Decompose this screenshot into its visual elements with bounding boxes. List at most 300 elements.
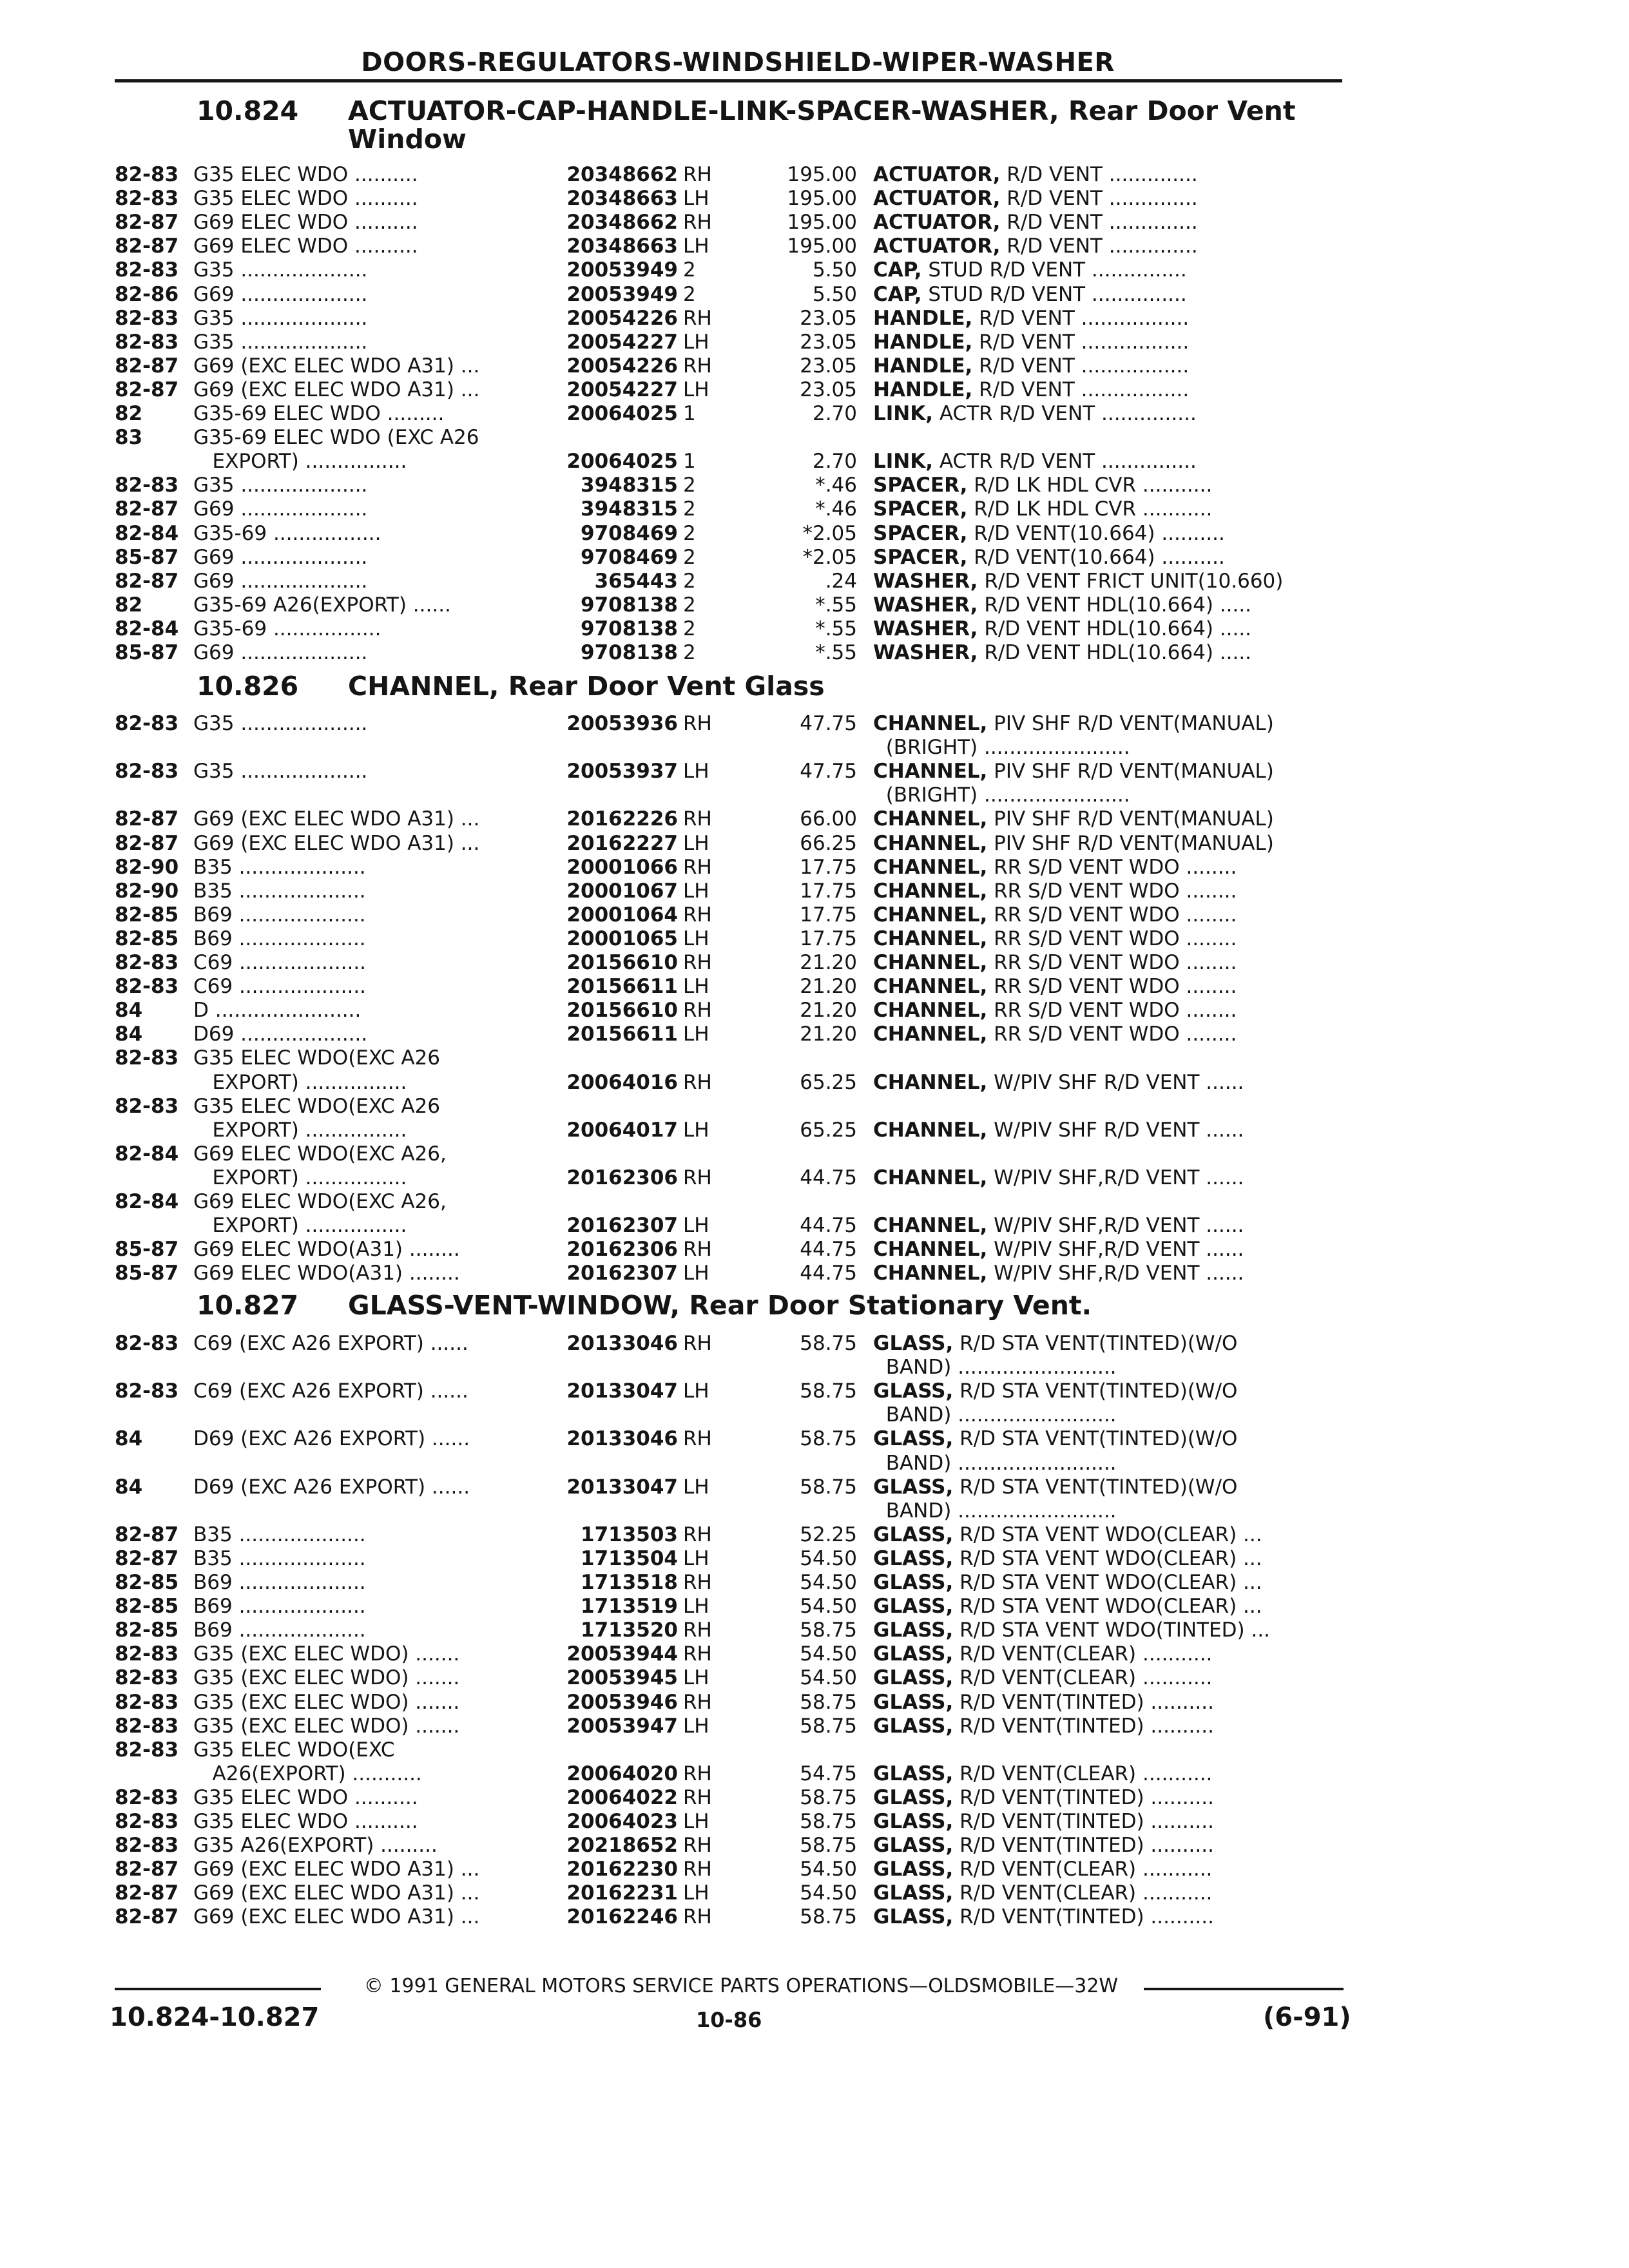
part-number: 20064020 [566,1762,678,1785]
quantity: RH [683,1332,712,1355]
part-detail: ACTR R/D VENT ............... [933,450,1197,474]
section-number: 10.824 [197,95,299,126]
part-detail: ACTR R/D VENT ............... [933,402,1197,425]
parts-row [0,1403,1629,1427]
parts-row [0,402,1629,426]
part-description [873,1642,1350,1666]
part-description [873,1427,1350,1451]
quantity: RH [683,1690,712,1714]
price: 17.75 [800,879,857,903]
year-range: 85-87 [115,641,179,664]
part-number: 1713519 [581,1595,678,1619]
part-description [873,1810,1350,1834]
parts-row [0,593,1629,617]
year-range: 82-83 [115,1714,179,1738]
parts-row [0,1427,1629,1451]
quantity: LH [683,1810,709,1833]
part-description [873,951,1350,975]
year-range: 82-87 [115,1523,179,1546]
part-detail: R/D VENT(CLEAR) ........... [953,1762,1213,1785]
quantity: RH [683,1905,712,1929]
part-description [873,736,1350,760]
part-name: GLASS, [873,1834,954,1858]
parts-row [0,1715,1629,1738]
part-number: 3948315 [581,497,678,521]
parts-row [0,760,1629,783]
model-spec: G69 .................... [193,641,368,664]
model-spec: G69 (EXC ELEC WDO A31) ... [193,807,480,831]
year-range: 82-83 [115,1332,179,1355]
parts-row [0,1214,1629,1238]
part-description [873,760,1350,783]
part-number: 20162230 [566,1858,678,1881]
parts-row [0,354,1629,378]
model-spec: G35 A26(EXPORT) ......... [193,1834,438,1858]
parts-row [0,1332,1629,1356]
model-spec: C69 .................... [193,975,367,999]
part-name: LINK, [873,450,934,474]
part-number: 20348662 [566,211,678,235]
part-name: HANDLE, [873,306,973,330]
quantity: 2 [683,569,696,593]
part-detail: R/D VENT HDL(10.664) ..... [978,617,1252,640]
part-number: 20348663 [566,187,678,211]
part-name: GLASS, [873,1546,954,1570]
part-name: WASHER, [873,617,978,640]
part-detail: R/D VENT(CLEAR) ........... [953,1881,1213,1905]
parts-row [0,522,1629,546]
model-spec: B35 .................... [193,1523,366,1546]
year-range: 82-83 [115,1810,179,1833]
year-range: 82-83 [115,1642,179,1666]
model-spec: G35 (EXC ELEC WDO) ....... [193,1714,460,1738]
year-range: 83 [115,426,143,450]
part-description [873,1691,1350,1715]
model-spec: G35 .................... [193,330,368,354]
year-range: 82-83 [115,1666,179,1690]
year-range: 82-83 [115,1690,179,1714]
part-description [873,1571,1350,1595]
part-number: 20156611 [566,1023,678,1046]
year-range: 82-83 [115,1046,179,1070]
quantity: LH [683,1546,709,1570]
quantity: 1 [683,450,696,474]
part-number: 20053944 [566,1642,678,1666]
price: *.46 [815,497,857,521]
part-detail: PIV SHF R/D VENT(MANUAL) [987,712,1274,735]
part-description [873,1238,1350,1262]
year-range: 82-83 [115,306,179,330]
quantity: RH [683,712,712,735]
quantity: RH [683,163,712,186]
part-name: GLASS, [873,1905,954,1929]
part-description [873,927,1350,951]
part-number: 20054226 [566,354,678,378]
price: 58.75 [800,1379,857,1403]
part-name: CAP, [873,258,922,282]
part-number: 20162307 [566,1262,678,1285]
part-description [873,1452,1350,1475]
part-number: 20001065 [566,927,678,950]
parts-row [0,497,1629,521]
parts-row [0,1190,1629,1214]
part-description [873,187,1350,211]
part-detail: PIV SHF R/D VENT(MANUAL) [987,760,1274,783]
quantity: 2 [683,258,696,282]
price: 58.75 [800,1810,857,1833]
quantity: 2 [683,545,696,569]
year-range: 82-83 [115,760,179,783]
quantity: RH [683,1619,712,1642]
part-description [873,1666,1350,1690]
part-detail: (BRIGHT) ....................... [873,736,1130,760]
part-number: 20156610 [566,999,678,1023]
price: 54.50 [800,1642,857,1666]
model-spec: G35 .................... [193,474,368,497]
part-description [873,1071,1350,1095]
part-detail: W/PIV SHF R/D VENT ...... [987,1070,1244,1094]
part-detail: R/D STA VENT(TINTED)(W/O [953,1475,1238,1499]
part-detail: R/D STA VENT WDO(CLEAR) ... [953,1595,1262,1619]
part-name: GLASS, [873,1475,954,1499]
parts-row [0,1905,1629,1929]
quantity: LH [683,378,709,401]
quantity: RH [683,1834,712,1858]
part-description [873,832,1350,856]
part-description [873,1595,1350,1619]
part-number: 20162231 [566,1881,678,1905]
part-detail: (BRIGHT) ....................... [873,783,1130,807]
parts-row [0,1666,1629,1690]
part-detail: RR S/D VENT WDO ........ [987,1023,1237,1046]
part-description [873,283,1350,307]
part-detail: R/D STA VENT(TINTED)(W/O [953,1379,1238,1403]
model-spec: B35 .................... [193,879,366,903]
price: 58.75 [800,1905,857,1929]
part-detail: RR S/D VENT WDO ........ [987,975,1237,999]
part-detail: R/D VENT ................. [972,378,1190,401]
year-range: 82-83 [115,975,179,999]
footer-section-range: 10.824-10.827 [110,2003,320,2032]
part-number: 9708469 [581,521,678,545]
part-number: 20348663 [566,235,678,258]
model-spec: G69 .................... [193,282,368,306]
part-detail: R/D VENT(TINTED) .......... [953,1785,1214,1809]
year-range: 82-83 [115,187,179,211]
parts-row [0,187,1629,211]
quantity: LH [683,879,709,903]
part-number: 20001064 [566,903,678,927]
parts-row [0,1262,1629,1285]
part-number: 9708138 [581,593,678,617]
quantity: RH [683,1642,712,1666]
part-number: 3948315 [581,474,678,497]
model-spec: A26(EXPORT) ........... [193,1762,422,1785]
year-range: 82-85 [115,1619,179,1642]
model-spec: D69 (EXC A26 EXPORT) ...... [193,1475,470,1499]
part-name: CHANNEL, [873,807,988,831]
price: 195.00 [787,211,857,235]
part-detail: R/D VENT .............. [1000,211,1198,235]
price: 23.05 [800,354,857,378]
part-name: GLASS, [873,1523,954,1546]
part-detail: W/PIV SHF,R/D VENT ...... [987,1238,1244,1262]
parts-row [0,856,1629,879]
part-description [873,378,1350,402]
price: 66.00 [800,807,857,831]
year-range: 82-83 [115,1094,179,1118]
year-range: 82-87 [115,807,179,831]
part-detail: R/D LK HDL CVR ........... [967,497,1213,521]
part-name: WASHER, [873,641,978,664]
year-range: 84 [115,1023,143,1046]
model-spec: G69 ELEC WDO .......... [193,235,418,258]
part-detail: BAND) ......................... [873,1403,1117,1427]
part-name: SPACER, [873,521,968,545]
part-name: CHANNEL, [873,712,988,735]
parts-row [0,999,1629,1023]
quantity: LH [683,831,709,855]
part-number: 1713503 [581,1523,678,1546]
model-spec: D ....................... [193,999,361,1023]
model-spec: G35 (EXC ELEC WDO) ....... [193,1666,460,1690]
quantity: RH [683,903,712,927]
parts-row [0,1379,1629,1403]
part-detail: R/D VENT .............. [1000,187,1198,211]
part-description [873,1905,1350,1929]
price: 44.75 [800,1166,857,1189]
section-title: ACTUATOR-CAP-HANDLE-LINK-SPACER-WASHER, Rear Door Vent Window [348,95,1296,155]
model-spec: G69 ELEC WDO(A31) ........ [193,1262,460,1285]
part-name: CAP, [873,282,922,306]
year-range: 82-87 [115,497,179,521]
year-range: 82-87 [115,1905,179,1929]
part-detail: R/D VENT ................. [972,354,1190,378]
model-spec: G35 ELEC WDO(EXC A26 [193,1094,441,1118]
price: *2.05 [802,545,857,569]
model-spec: G69 (EXC ELEC WDO A31) ... [193,831,480,855]
part-detail: R/D VENT(TINTED) .......... [953,1810,1214,1833]
parts-row [0,211,1629,235]
part-detail: R/D VENT ................. [972,306,1190,330]
model-spec: G69 .................... [193,545,368,569]
part-description [873,712,1350,736]
quantity: 2 [683,593,696,617]
part-number: 20054227 [566,330,678,354]
part-number: 20162227 [566,831,678,855]
model-spec: G69 ELEC WDO(A31) ........ [193,1238,460,1262]
part-name: GLASS, [873,1785,954,1809]
part-number: 20064017 [566,1118,678,1142]
model-spec: B69 .................... [193,1619,366,1642]
part-number: 20156610 [566,951,678,974]
part-name: SPACER, [873,545,968,569]
quantity: 2 [683,497,696,521]
part-name: CHANNEL, [873,1214,988,1238]
quantity: RH [683,1070,712,1094]
part-name: SPACER, [873,497,968,521]
part-detail: RR S/D VENT WDO ........ [987,999,1237,1023]
parts-row [0,1642,1629,1666]
quantity: RH [683,951,712,974]
model-spec: G35 ELEC WDO .......... [193,163,418,186]
price: 58.75 [800,1619,857,1642]
part-number: 20053946 [566,1690,678,1714]
price: 58.75 [800,1714,857,1738]
page-header: DOORS-REGULATORS-WINDSHIELD-WIPER-WASHER [361,48,1115,77]
quantity: RH [683,1785,712,1809]
part-detail: BAND) ......................... [873,1499,1117,1523]
quantity: LH [683,1379,709,1403]
part-name: CHANNEL, [873,1023,988,1046]
price: 23.05 [800,378,857,401]
part-name: HANDLE, [873,354,973,378]
model-spec: G69 .................... [193,569,368,593]
part-detail: W/PIV SHF,R/D VENT ...... [987,1166,1244,1189]
model-spec: G35 .................... [193,712,368,735]
price: 54.75 [800,1762,857,1785]
price: 21.20 [800,999,857,1023]
model-spec: C69 (EXC A26 EXPORT) ...... [193,1379,468,1403]
quantity: LH [683,187,709,211]
parts-row [0,1571,1629,1595]
part-description [873,1858,1350,1881]
parts-row [0,1142,1629,1166]
part-name: ACTUATOR, [873,187,1001,211]
parts-row [0,903,1629,927]
section-number: 10.827 [197,1290,299,1321]
part-name: CHANNEL, [873,1238,988,1262]
part-number: 20064025 [566,402,678,425]
year-range: 82-87 [115,235,179,258]
part-number: 20053936 [566,712,678,735]
parts-row [0,1452,1629,1475]
price: 44.75 [800,1262,857,1285]
part-number: 20162307 [566,1214,678,1238]
model-spec: G35 ELEC WDO .......... [193,1810,418,1833]
price: 2.70 [812,450,857,474]
part-detail: STUD R/D VENT ............... [921,258,1187,282]
parts-row [0,1547,1629,1571]
year-range: 82-83 [115,712,179,735]
model-spec: G69 (EXC ELEC WDO A31) ... [193,1905,480,1929]
model-spec: EXPORT) ................ [193,1070,407,1094]
price: 195.00 [787,187,857,211]
parts-row [0,450,1629,474]
quantity: 2 [683,521,696,545]
parts-row [0,1071,1629,1095]
part-name: CHANNEL, [873,927,988,950]
quantity: RH [683,1571,712,1594]
part-number: 20162306 [566,1166,678,1189]
year-range: 85-87 [115,1262,179,1285]
parts-row [0,1786,1629,1810]
part-description [873,1881,1350,1905]
parts-row [0,1046,1629,1070]
quantity: LH [683,927,709,950]
part-description [873,593,1350,617]
price: 58.75 [800,1332,857,1355]
year-range: 82-85 [115,1595,179,1619]
part-number: 20064023 [566,1810,678,1833]
year-range: 82-85 [115,903,179,927]
part-description [873,211,1350,235]
year-range: 82-87 [115,354,179,378]
price: 17.75 [800,903,857,927]
parts-row [0,546,1629,570]
year-range: 82-87 [115,1546,179,1570]
parts-row [0,712,1629,736]
part-number: 20162226 [566,807,678,831]
part-number: 20053949 [566,282,678,306]
section-title: CHANNEL, Rear Door Vent Glass [348,671,825,702]
part-number: 20064022 [566,1785,678,1809]
model-spec: G35 (EXC ELEC WDO) ....... [193,1690,460,1714]
quantity: LH [683,1475,709,1499]
quantity: LH [683,330,709,354]
part-detail: RR S/D VENT WDO ........ [987,879,1237,903]
part-description [873,1332,1350,1356]
price: 54.50 [800,1546,857,1570]
part-description [873,1403,1350,1427]
parts-row [0,951,1629,975]
part-name: CHANNEL, [873,1166,988,1189]
part-number: 20133047 [566,1379,678,1403]
year-range: 82-83 [115,163,179,186]
part-name: CHANNEL, [873,760,988,783]
model-spec: G69 ELEC WDO .......... [193,211,418,235]
part-description [873,307,1350,331]
model-spec: EXPORT) ................ [193,450,407,474]
year-range: 82-90 [115,879,179,903]
parts-row [0,1881,1629,1905]
part-number: 20053945 [566,1666,678,1690]
part-detail: R/D VENT(CLEAR) ........... [953,1642,1213,1666]
year-range: 82-83 [115,258,179,282]
part-detail: R/D STA VENT(TINTED)(W/O [953,1427,1238,1451]
part-detail: R/D VENT(CLEAR) ........... [953,1666,1213,1690]
quantity: 1 [683,402,696,425]
part-name: GLASS, [873,1762,954,1785]
model-spec: G69 .................... [193,497,368,521]
price: 23.05 [800,330,857,354]
part-description [873,879,1350,903]
part-name: GLASS, [873,1332,954,1355]
part-number: 20133046 [566,1427,678,1451]
parts-row [0,1023,1629,1046]
model-spec: EXPORT) ................ [193,1166,407,1189]
part-name: WASHER, [873,593,978,617]
part-name: GLASS, [873,1427,954,1451]
part-name: CHANNEL, [873,879,988,903]
year-range: 82-85 [115,1571,179,1594]
quantity: LH [683,1023,709,1046]
year-range: 82-90 [115,855,179,879]
part-number: 1713520 [581,1619,678,1642]
year-range: 82-87 [115,831,179,855]
part-name: GLASS, [873,1571,954,1594]
price: 47.75 [800,760,857,783]
part-detail: BAND) ......................... [873,1451,1117,1475]
year-range: 82-83 [115,474,179,497]
footer-rule-right [1144,1988,1344,1990]
price: 58.75 [800,1690,857,1714]
part-number: 20133047 [566,1475,678,1499]
year-range: 84 [115,1475,143,1499]
part-name: GLASS, [873,1714,954,1738]
model-spec: G69 (EXC ELEC WDO A31) ... [193,1858,480,1881]
quantity: LH [683,1214,709,1238]
